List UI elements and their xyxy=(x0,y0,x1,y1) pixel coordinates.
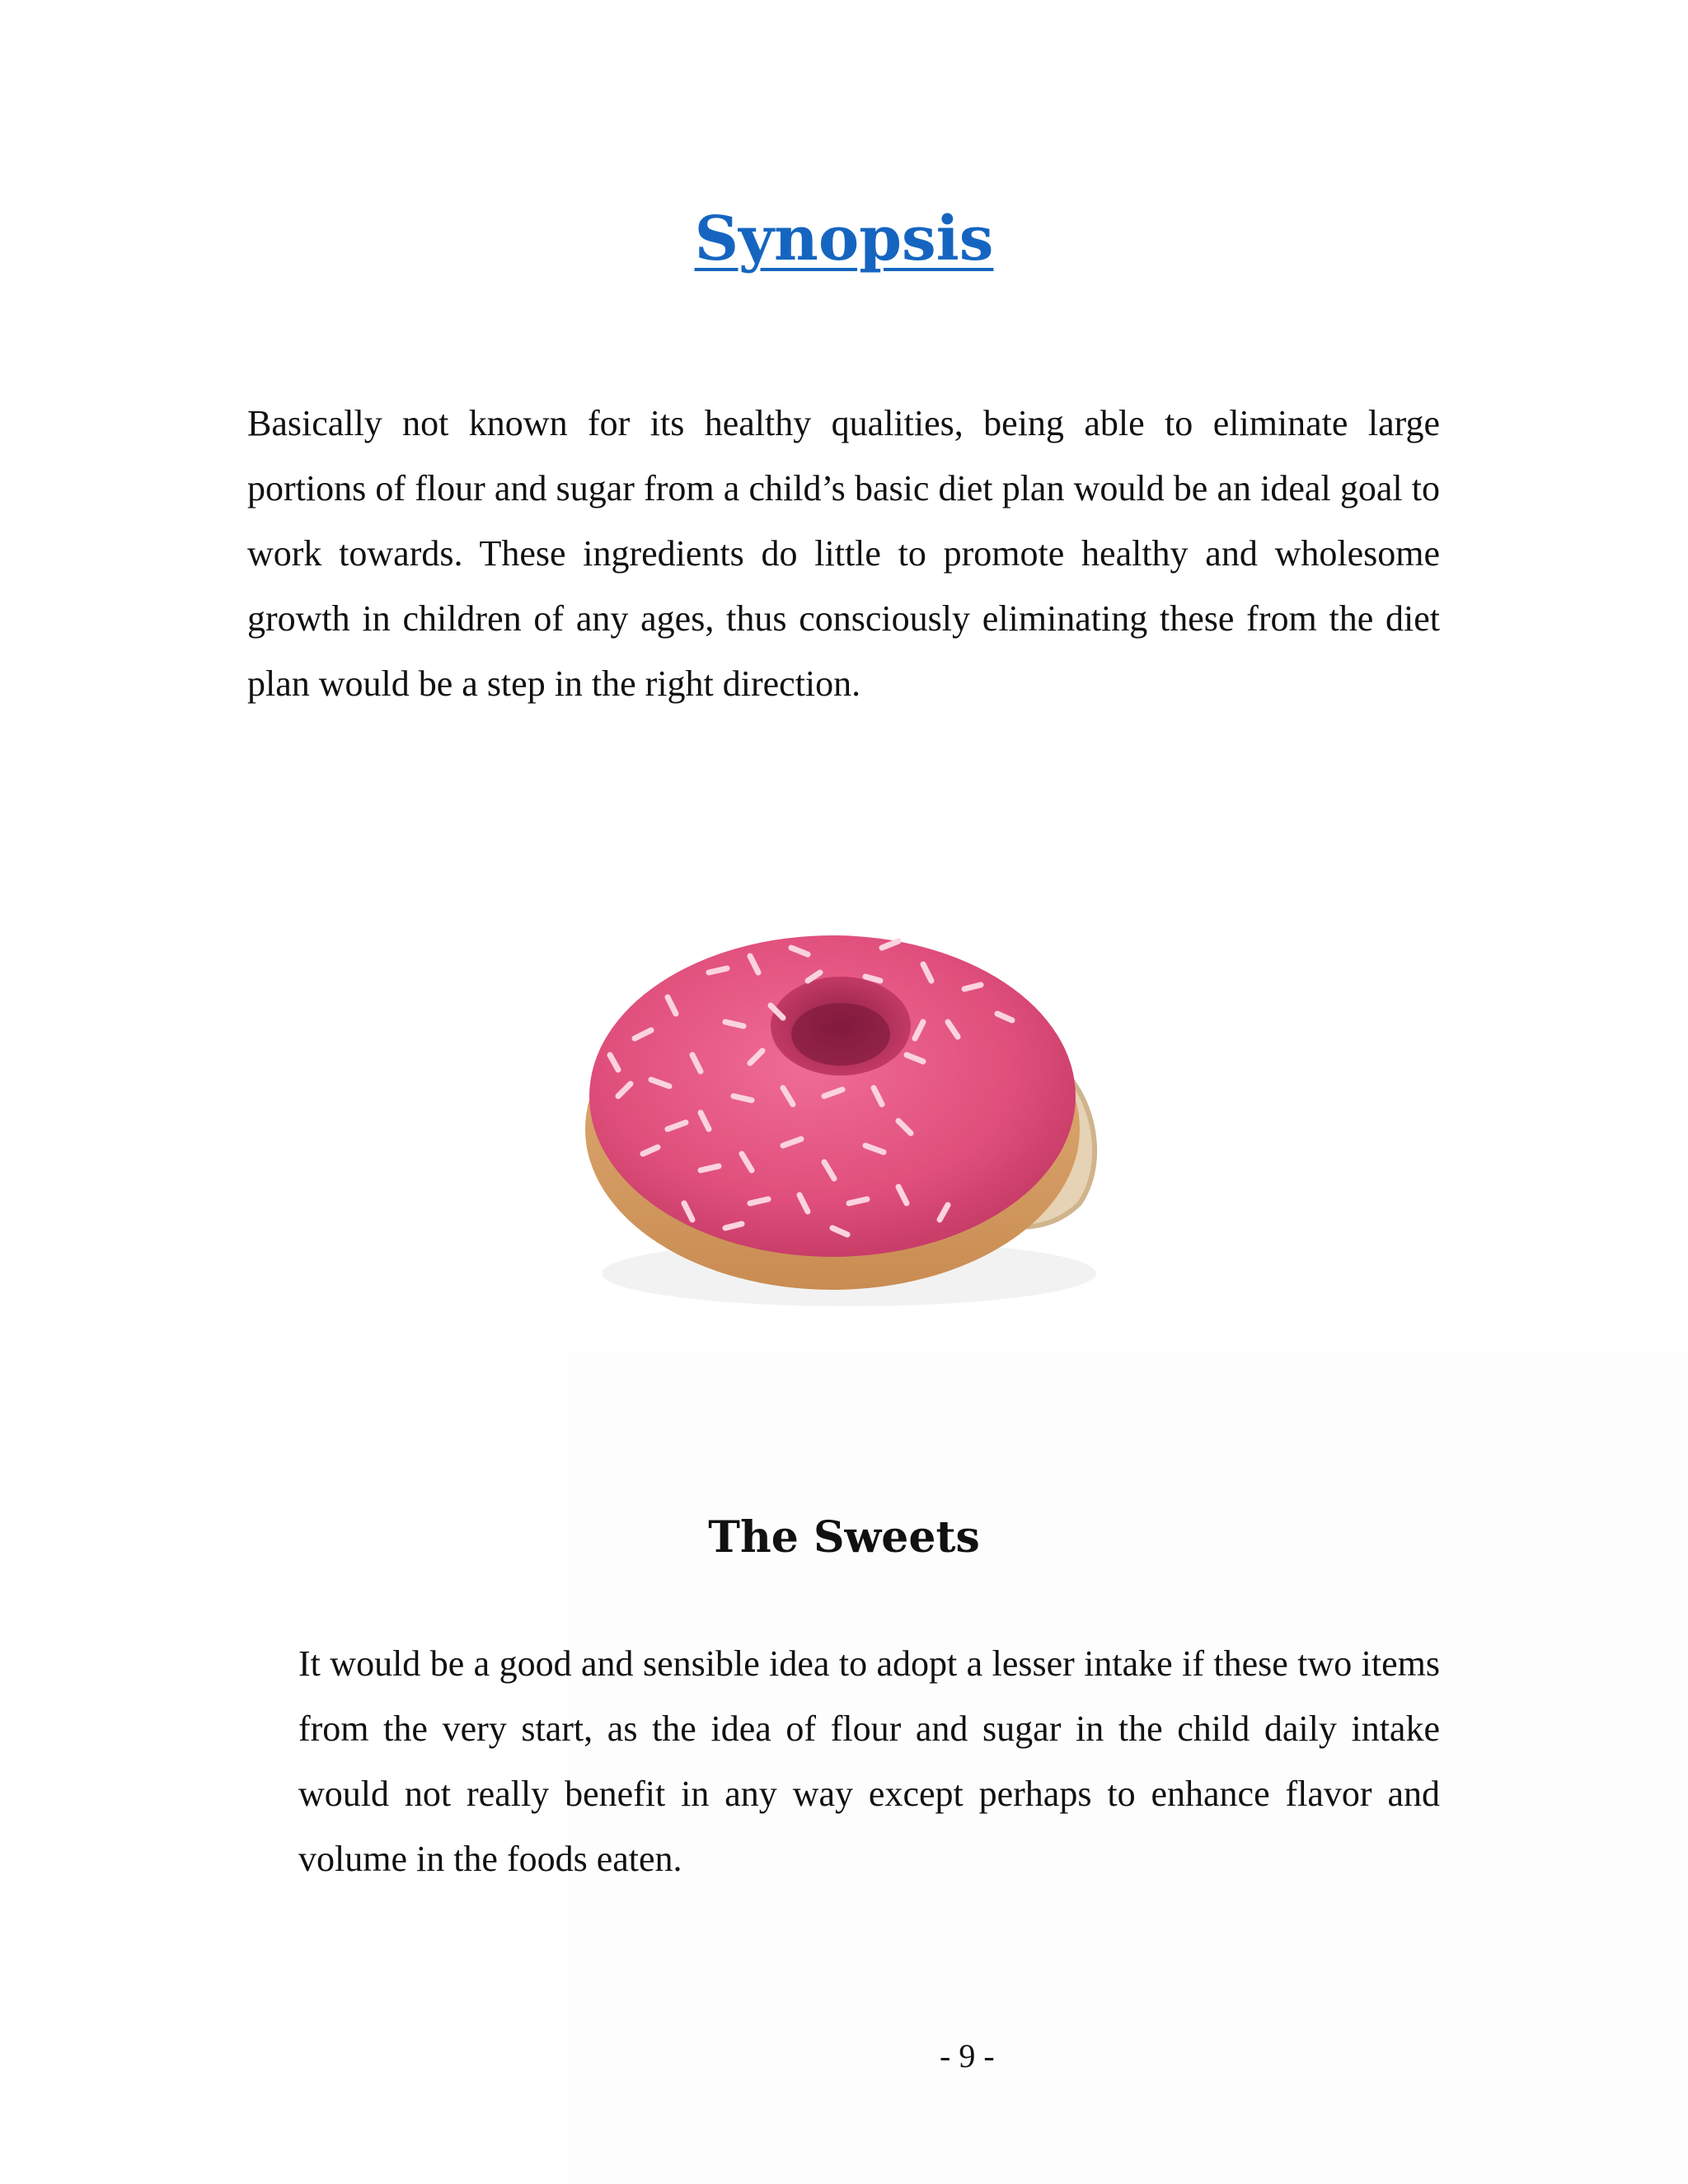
donut-icon xyxy=(536,849,1162,1352)
section-heading: The Sweets xyxy=(708,1512,980,1563)
section-paragraph: It would be a good and sensible idea to adopt a lesser intake if these two items from the very start, as the idea of flour and sugar in the child daily intake would not really benefit in any way except perhaps to enhance flavor and volume in the foods eaten. xyxy=(298,1643,1440,1879)
donut-image xyxy=(536,849,1162,1352)
intro-paragraph: Basically not known for its healthy qualities, being able to eliminate large portions of flour and sugar from a child’s basic diet plan would be an ideal goal to work towards. These ingredients do little to promote healthy and wholesome growth in children of any ages, thus consciously eliminating these from the diet plan would be a step in the right direction. xyxy=(247,403,1440,704)
page-number: - 9 - xyxy=(940,2037,995,2074)
page-title: Synopsis xyxy=(694,204,994,274)
